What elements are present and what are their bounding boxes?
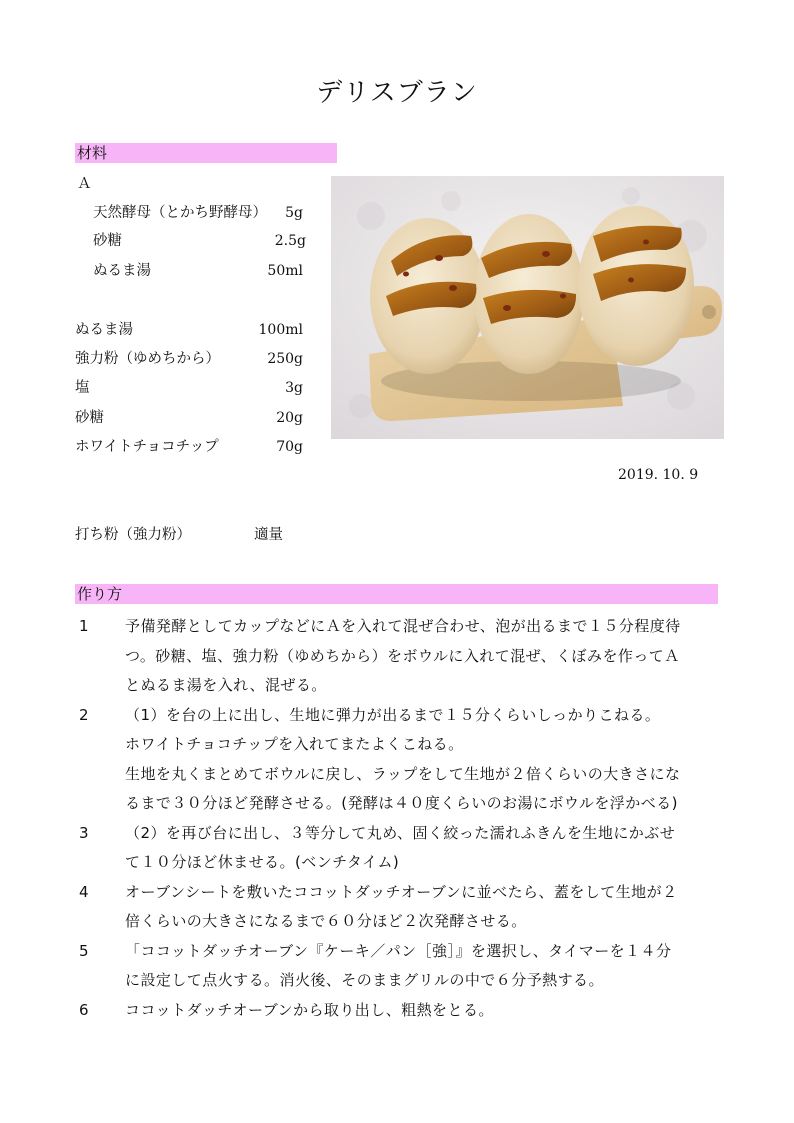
- step-4: [75, 878, 725, 937]
- ingredient-name: 砂糖: [75, 410, 104, 426]
- step-line: 生地を丸くまとめてボウルに戻し、ラップをして生地が２倍くらいの大きさにな: [125, 764, 681, 783]
- step-line: つ。砂糖、塩、強力粉（ゆめちから）をボウルに入れて混ぜ、くぼみを作ってＡ: [125, 646, 680, 665]
- step-2: [75, 701, 725, 819]
- step-line: （1）を台の上に出し、生地に弾力が出るまで１５分くらいしっかりこねる。: [125, 705, 661, 724]
- step-line: （2）を再び台に出し、３等分して丸め、固く絞った濡れふきんを生地にかぶせ: [125, 823, 676, 842]
- step-5: [75, 937, 725, 996]
- ingredient-amount: 50ml: [267, 263, 303, 279]
- ingredient-amount: 70g: [276, 439, 303, 455]
- ingredient-name: ぬるま湯: [75, 322, 133, 338]
- dusting-flour-name: 打ち粉（強力粉）: [75, 527, 191, 543]
- step-line: とぬるま湯を入れ、混ぜる。: [125, 676, 327, 694]
- dusting-flour-amount: 適量: [254, 527, 283, 543]
- group-a-label: Ａ: [77, 176, 92, 192]
- ingredient-amount: 250g: [267, 351, 303, 367]
- step-number: 3: [79, 823, 89, 842]
- step-line: るまで３０分ほど発酵させる。(発酵は４０度くらいのお湯にボウルを浮かべる): [125, 794, 678, 812]
- ingredient-name: ホワイトチョコチップ: [75, 439, 219, 455]
- ingredient-amount: 20g: [276, 410, 303, 426]
- ingredient-name: 天然酵母（とかち野酵母）: [93, 205, 267, 221]
- step-line: ホワイトチョコチップを入れてまたよくこねる。: [125, 735, 464, 753]
- ingredient-name: 強力粉（ゆめちから）: [75, 351, 220, 367]
- step-number: 5: [79, 941, 89, 960]
- method-heading: 作り方: [75, 584, 718, 604]
- step-3: [75, 819, 725, 878]
- ingredient-name: ぬるま湯: [93, 263, 151, 279]
- bread-photo: [331, 176, 724, 439]
- ingredient-name: 塩: [75, 380, 90, 396]
- ingredient-amount: 3g: [285, 380, 303, 396]
- step-line: に設定して点火する。消火後、そのままグリルの中で６分予熱する。: [125, 971, 604, 989]
- step-number: 6: [79, 1000, 89, 1019]
- page-title: デリスブラン: [316, 78, 478, 108]
- ingredient-amount: 5g: [285, 205, 303, 221]
- photo-date: 2019. 10. 9: [618, 467, 699, 483]
- materials-heading: 材料: [75, 143, 337, 163]
- step-number: 2: [79, 705, 89, 724]
- ingredient-amount: 2.5g: [274, 233, 306, 249]
- step-line: 「ココットダッチオーブン『ケーキ／パン［強］』を選択し、タイマーを１４分: [125, 941, 672, 960]
- ingredient-amount: 100ml: [258, 322, 303, 338]
- step-line: ココットダッチオーブンから取り出し、粗熱をとる。: [125, 1000, 494, 1019]
- step-number: 1: [79, 617, 89, 635]
- ingredient-name: 砂糖: [93, 233, 122, 249]
- step-line: オーブンシートを敷いたココットダッチオーブンに並べたら、蓋をして生地が２: [125, 882, 678, 901]
- method-steps: [75, 612, 725, 1025]
- step-line: 倍くらいの大きさになるまで６０分ほど２次発酵させる。: [125, 912, 527, 930]
- step-number: 4: [79, 882, 89, 901]
- step-line: 予備発酵としてカップなどにＡを入れて混ぜ合わせ、泡が出るまで１５分程度待: [125, 617, 681, 635]
- step-1: [75, 612, 725, 701]
- step-line: て１０分ほど休ませる。(ベンチタイム): [125, 853, 400, 871]
- step-6: [75, 996, 725, 1026]
